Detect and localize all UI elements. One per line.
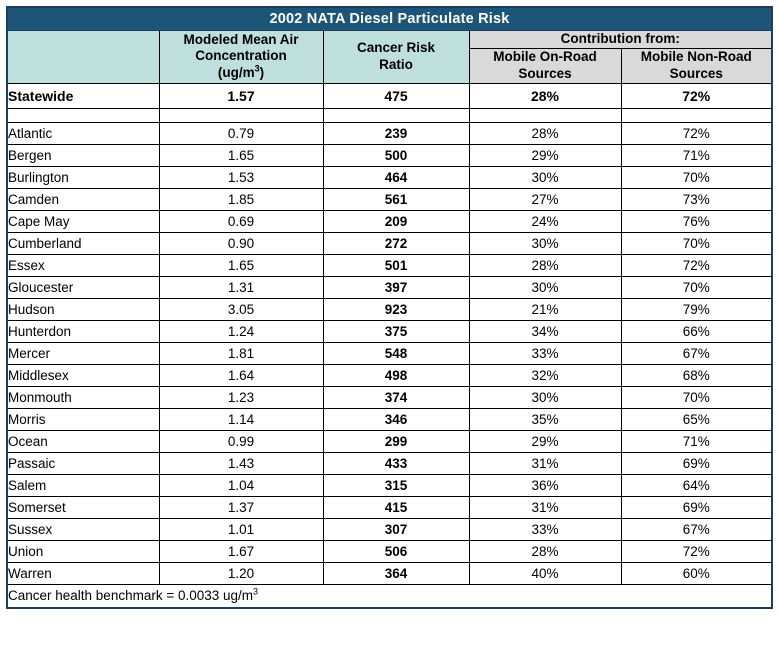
county-onroad: 31% — [469, 452, 621, 474]
county-onroad: 30% — [469, 166, 621, 188]
header-cancer-line1: Cancer Risk — [356, 39, 436, 55]
county-concentration: 1.81 — [159, 342, 323, 364]
county-concentration: 3.05 — [159, 298, 323, 320]
county-concentration: 1.43 — [159, 452, 323, 474]
statewide-label: Statewide — [7, 83, 159, 108]
county-nonroad: 67% — [621, 518, 772, 540]
table-row — [7, 430, 772, 452]
county-cancer-risk-ratio: 364 — [323, 562, 469, 584]
county-onroad: 30% — [469, 276, 621, 298]
table-row — [7, 232, 772, 254]
county-cancer-risk-ratio: 415 — [323, 496, 469, 518]
county-cancer-risk-ratio: 506 — [323, 540, 469, 562]
county-onroad: 40% — [469, 562, 621, 584]
spacer-cell-1 — [7, 108, 159, 122]
county-nonroad: 66% — [621, 320, 772, 342]
county-cancer-risk-ratio: 375 — [323, 320, 469, 342]
table-row — [7, 210, 772, 232]
county-name: Gloucester — [7, 276, 159, 298]
table-row — [7, 562, 772, 584]
footnote-text: Cancer health benchmark = 0.0033 ug/m — [8, 588, 254, 604]
table-row — [7, 474, 772, 496]
county-concentration: 0.90 — [159, 232, 323, 254]
header-row-group — [7, 31, 772, 49]
county-onroad: 29% — [469, 430, 621, 452]
county-concentration: 1.37 — [159, 496, 323, 518]
diesel-particulate-risk-table — [6, 6, 773, 609]
county-onroad: 24% — [469, 210, 621, 232]
header-region-blank — [7, 31, 159, 84]
county-name: Hudson — [7, 298, 159, 320]
county-nonroad: 70% — [621, 232, 772, 254]
table-row — [7, 122, 772, 144]
county-nonroad: 71% — [621, 144, 772, 166]
county-cancer-risk-ratio: 209 — [323, 210, 469, 232]
county-nonroad: 72% — [621, 122, 772, 144]
county-name: Somerset — [7, 496, 159, 518]
county-onroad: 31% — [469, 496, 621, 518]
header-nonroad-line2: Sources — [669, 65, 723, 81]
header-concentration-exponent: 3 — [254, 63, 260, 74]
header-mobile-nonroad-sources — [621, 48, 772, 83]
header-onroad-line1: Mobile On-Road — [493, 48, 597, 64]
header-contribution-group: Contribution from: — [469, 31, 772, 49]
table-row — [7, 276, 772, 298]
table-footnote-row — [7, 584, 772, 608]
county-concentration: 0.99 — [159, 430, 323, 452]
header-concentration-units: $(ug/m^3)$ — [217, 63, 265, 81]
table-row — [7, 166, 772, 188]
county-cancer-risk-ratio: 272 — [323, 232, 469, 254]
county-concentration: 1.64 — [159, 364, 323, 386]
county-cancer-risk-ratio: 299 — [323, 430, 469, 452]
county-onroad: 33% — [469, 518, 621, 540]
county-cancer-risk-ratio: 464 — [323, 166, 469, 188]
county-concentration: 1.14 — [159, 408, 323, 430]
county-name: Burlington — [7, 166, 159, 188]
county-name: Salem — [7, 474, 159, 496]
county-onroad: 21% — [469, 298, 621, 320]
table-row — [7, 320, 772, 342]
spacer-cell-2 — [159, 108, 323, 122]
county-nonroad: 70% — [621, 276, 772, 298]
table-row-statewide — [7, 83, 772, 108]
county-nonroad: 70% — [621, 386, 772, 408]
statewide-cancer-risk-ratio: 475 — [323, 83, 469, 108]
county-name: Essex — [7, 254, 159, 276]
county-name: Middlesex — [7, 364, 159, 386]
table-spacer-row — [7, 108, 772, 122]
county-onroad: 30% — [469, 386, 621, 408]
county-nonroad: 64% — [621, 474, 772, 496]
header-mobile-onroad-sources — [469, 48, 621, 83]
county-concentration: 1.85 — [159, 188, 323, 210]
header-modeled-mean-air-concentration — [159, 31, 323, 84]
county-concentration: 1.67 — [159, 540, 323, 562]
county-onroad: 28% — [469, 540, 621, 562]
county-onroad: 34% — [469, 320, 621, 342]
county-onroad: 30% — [469, 232, 621, 254]
footnote-exponent: 3 — [253, 586, 259, 597]
county-concentration: 1.01 — [159, 518, 323, 540]
county-cancer-risk-ratio: 501 — [323, 254, 469, 276]
statewide-concentration: 1.57 — [159, 83, 323, 108]
county-onroad: 33% — [469, 342, 621, 364]
table-row — [7, 452, 772, 474]
county-cancer-risk-ratio: 500 — [323, 144, 469, 166]
county-name: Warren — [7, 562, 159, 584]
header-onroad-line2: Sources — [518, 65, 572, 81]
table-title-row — [7, 7, 772, 31]
county-cancer-risk-ratio: 315 — [323, 474, 469, 496]
county-concentration: 1.24 — [159, 320, 323, 342]
county-cancer-risk-ratio: 923 — [323, 298, 469, 320]
county-cancer-risk-ratio: 239 — [323, 122, 469, 144]
county-nonroad: 70% — [621, 166, 772, 188]
county-name: Morris — [7, 408, 159, 430]
county-nonroad: 60% — [621, 562, 772, 584]
county-concentration: 1.65 — [159, 144, 323, 166]
county-cancer-risk-ratio: 433 — [323, 452, 469, 474]
county-onroad: 32% — [469, 364, 621, 386]
spacer-cell-4 — [469, 108, 621, 122]
header-cancer-line2: Ratio — [379, 56, 413, 72]
table-row — [7, 408, 772, 430]
table-row — [7, 144, 772, 166]
county-name: Sussex — [7, 518, 159, 540]
table-row — [7, 496, 772, 518]
table-row — [7, 518, 772, 540]
county-concentration: 1.65 — [159, 254, 323, 276]
header-concentration-line1: Modeled Mean Air — [183, 31, 299, 47]
county-cancer-risk-ratio: 548 — [323, 342, 469, 364]
spacer-cell-5 — [621, 108, 772, 122]
statewide-nonroad: 72% — [621, 83, 772, 108]
county-nonroad: 69% — [621, 452, 772, 474]
county-name: Ocean — [7, 430, 159, 452]
table-row — [7, 254, 772, 276]
county-onroad: 36% — [469, 474, 621, 496]
county-onroad: 28% — [469, 254, 621, 276]
page-title: 2002 NATA Diesel Particulate Risk — [7, 7, 772, 31]
county-name: Union — [7, 540, 159, 562]
county-concentration: 0.79 — [159, 122, 323, 144]
spacer-cell-3 — [323, 108, 469, 122]
county-cancer-risk-ratio: 307 — [323, 518, 469, 540]
county-name: Cumberland — [7, 232, 159, 254]
county-nonroad: 73% — [621, 188, 772, 210]
county-onroad: 35% — [469, 408, 621, 430]
county-onroad: 28% — [469, 122, 621, 144]
county-nonroad: 69% — [621, 496, 772, 518]
county-concentration: 1.31 — [159, 276, 323, 298]
county-concentration: 1.53 — [159, 166, 323, 188]
county-nonroad: 72% — [621, 540, 772, 562]
table-row — [7, 342, 772, 364]
header-cancer-risk-ratio — [323, 31, 469, 84]
county-nonroad: 68% — [621, 364, 772, 386]
county-cancer-risk-ratio: 397 — [323, 276, 469, 298]
statewide-onroad: 28% — [469, 83, 621, 108]
county-cancer-risk-ratio: 346 — [323, 408, 469, 430]
county-onroad: 27% — [469, 188, 621, 210]
county-name: Cape May — [7, 210, 159, 232]
county-name: Bergen — [7, 144, 159, 166]
county-concentration: 1.23 — [159, 386, 323, 408]
table-row — [7, 364, 772, 386]
cancer-health-benchmark-note — [7, 584, 772, 608]
county-nonroad: 76% — [621, 210, 772, 232]
county-cancer-risk-ratio: 561 — [323, 188, 469, 210]
county-name: Mercer — [7, 342, 159, 364]
county-cancer-risk-ratio: 498 — [323, 364, 469, 386]
county-name: Camden — [7, 188, 159, 210]
county-nonroad: 79% — [621, 298, 772, 320]
county-concentration: 0.69 — [159, 210, 323, 232]
county-name: Atlantic — [7, 122, 159, 144]
table-row — [7, 540, 772, 562]
county-name: Hunterdon — [7, 320, 159, 342]
county-nonroad: 65% — [621, 408, 772, 430]
county-onroad: 29% — [469, 144, 621, 166]
table-row — [7, 188, 772, 210]
county-name: Monmouth — [7, 386, 159, 408]
county-nonroad: 71% — [621, 430, 772, 452]
county-concentration: 1.04 — [159, 474, 323, 496]
county-nonroad: 72% — [621, 254, 772, 276]
county-name: Passaic — [7, 452, 159, 474]
table-row — [7, 298, 772, 320]
table-row — [7, 386, 772, 408]
county-concentration: 1.20 — [159, 562, 323, 584]
county-nonroad: 67% — [621, 342, 772, 364]
header-concentration-line2: Concentration — [195, 48, 287, 64]
county-cancer-risk-ratio: 374 — [323, 386, 469, 408]
header-nonroad-line1: Mobile Non-Road — [640, 48, 752, 64]
